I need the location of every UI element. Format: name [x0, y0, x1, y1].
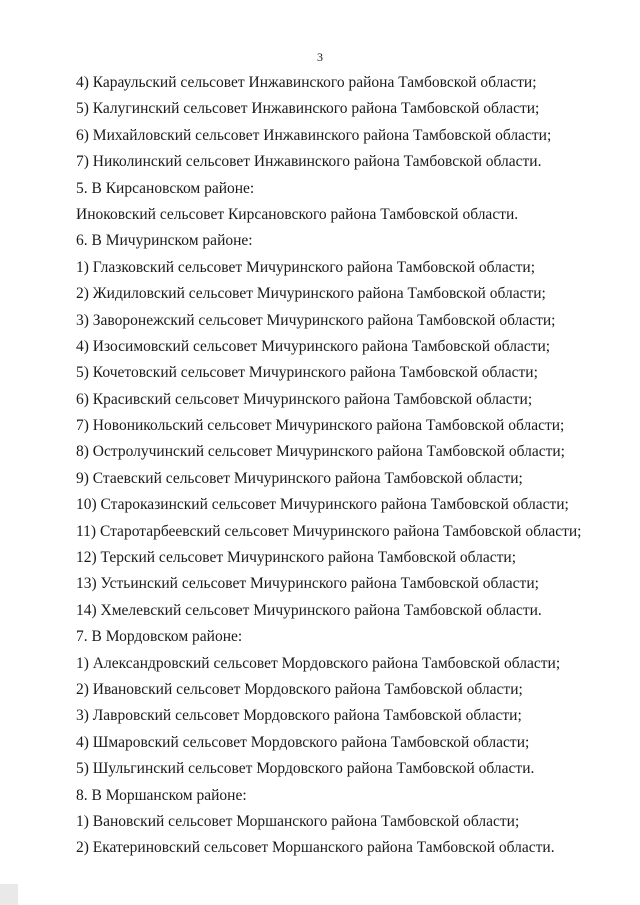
document-body [76, 70, 620, 862]
list-item: 8) Остролучинский сельсовет Мичуринского района Тамбовской области; [76, 443, 565, 461]
list-item: 3) Лавровский сельсовет Мордовского района Тамбовской области; [76, 707, 522, 725]
list-item: 12) Терский сельсовет Мичуринского района Тамбовской области; [76, 549, 517, 567]
list-item: 9) Стаевский сельсовет Мичуринского района Тамбовской области; [76, 469, 523, 487]
list-item: 10) Староказинский сельсовет Мичуринского района Тамбовской области; [76, 496, 569, 514]
page-number: 3 [317, 50, 323, 64]
list-item: 5) Шульгинский сельсовет Мордовского района Тамбовской области. [76, 760, 535, 778]
list-item: 14) Хмелевский сельсовет Мичуринского района Тамбовской области. [76, 601, 542, 619]
section-heading: 5. В Кирсановском районе: [76, 179, 255, 197]
list-item: 2) Ивановский сельсовет Мордовского района Тамбовской области; [76, 680, 523, 698]
list-item: 4) Караульский сельсовет Инжавинского района Тамбовской области; [76, 74, 537, 91]
list-item: 11) Старотарбеевский сельсовет Мичуринского района Тамбовской области; [76, 522, 582, 540]
list-item: 1) Вановский сельсовет Моршанского района Тамбовской области; [76, 812, 520, 830]
section-heading: 8. В Моршанском районе: [76, 786, 247, 804]
list-item: 5) Кочетовский сельсовет Мичуринского района Тамбовской области; [76, 364, 538, 382]
list-item: 4) Шмаровский сельсовет Мордовского района Тамбовской области; [76, 733, 530, 751]
section-heading: 6. В Мичуринском районе: [76, 232, 253, 250]
list-item: 3) Заворонежский сельсовет Мичуринского района Тамбовской области; [76, 311, 556, 329]
list-item: 2) Екатериновский сельсовет Моршанского района Тамбовской области. [76, 839, 555, 857]
list-item: 4) Изосимовский сельсовет Мичуринского района Тамбовской области; [76, 337, 551, 355]
section-heading: 7. В Мордовском районе: [76, 628, 243, 646]
list-item: 7) Новоникольский сельсовет Мичуринского района Тамбовской области; [76, 417, 565, 435]
list-item: 6) Михайловский сельсовет Инжавинского района Тамбовской области; [76, 126, 552, 144]
list-item: 5) Калугинский сельсовет Инжавинского района Тамбовской области; [76, 100, 540, 118]
list-item: Иноковский сельсовет Кирсановского района Тамбовской области. [76, 205, 519, 223]
list-item: 13) Устьинский сельсовет Мичуринского района Тамбовской области; [76, 575, 539, 593]
list-item: 2) Жидиловский сельсовет Мичуринского района Тамбовской области; [76, 285, 546, 303]
list-item: 7) Николинский сельсовет Инжавинского района Тамбовской области. [76, 153, 542, 171]
list-item: 1) Глазковский сельсовет Мичуринского района Тамбовской области; [76, 258, 536, 276]
list-item: 1) Александровский сельсовет Мордовского района Тамбовской области; [76, 654, 561, 672]
list-item: 6) Красивский сельсовет Мичуринского района Тамбовской области; [76, 390, 533, 408]
scan-corner-mark [0, 884, 18, 905]
